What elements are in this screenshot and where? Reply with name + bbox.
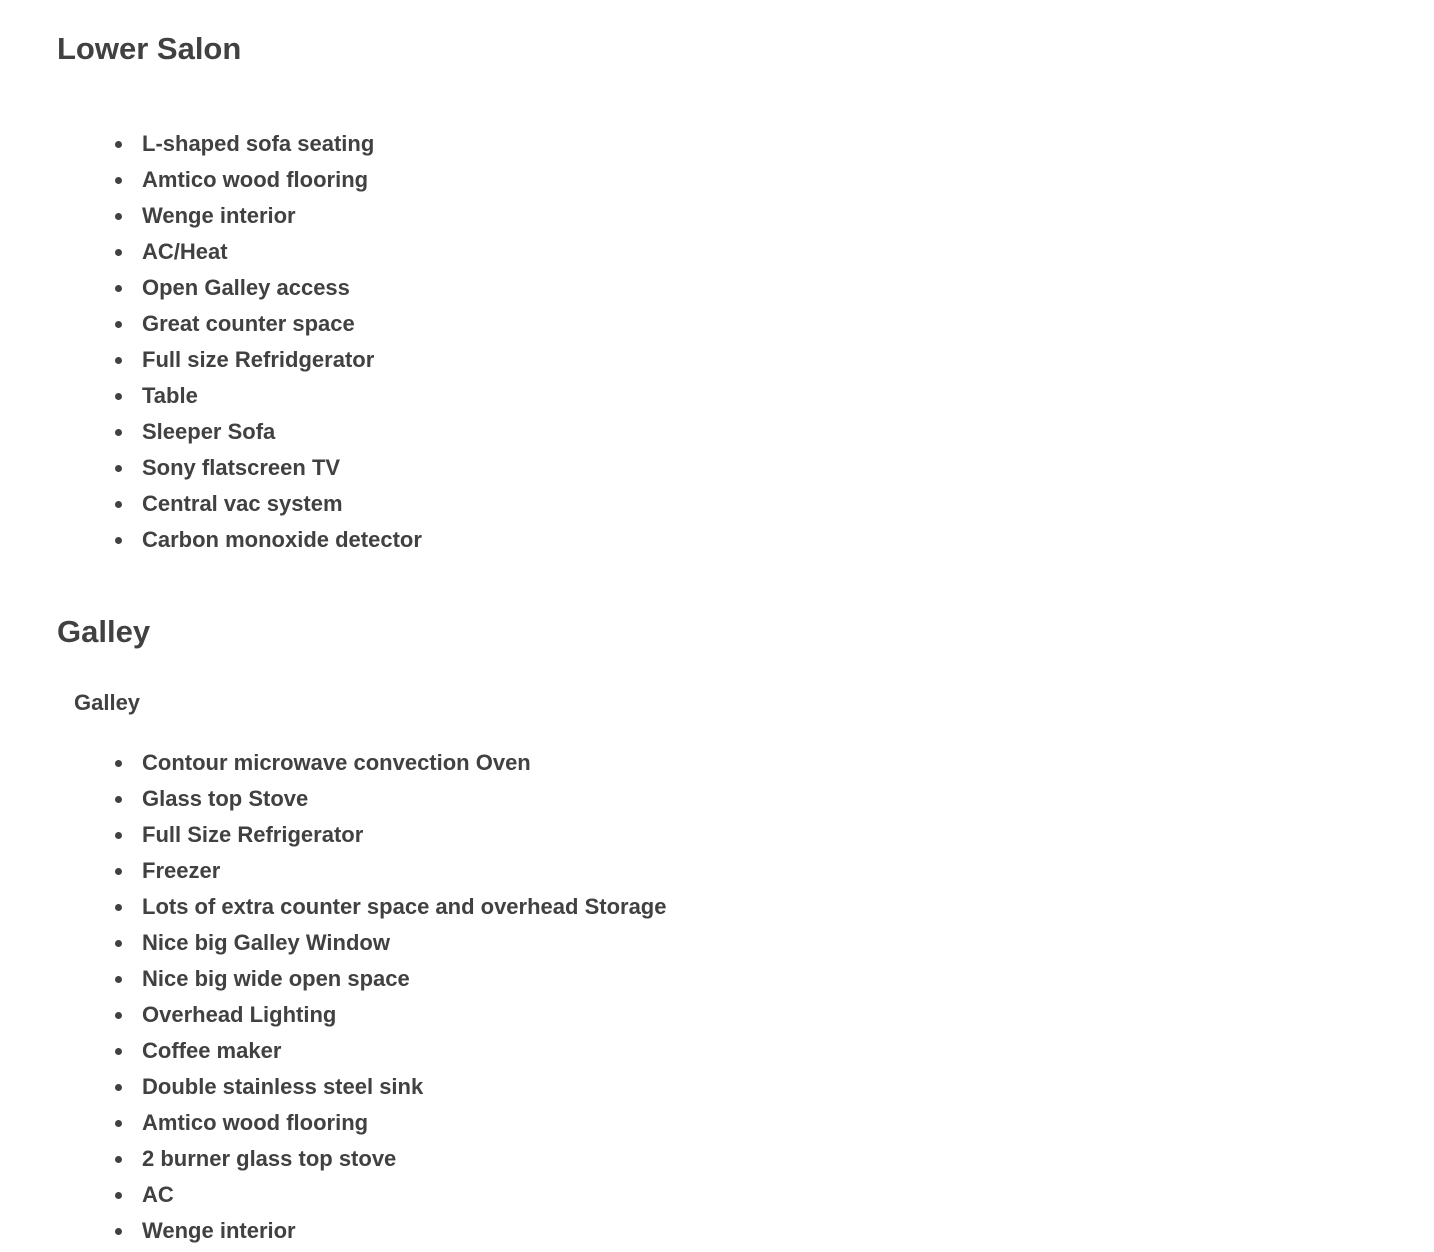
list-item-text: Glass top Stove xyxy=(142,786,309,811)
list-item-text: Amtico wood flooring xyxy=(142,1110,369,1135)
bullet-dot-icon xyxy=(115,429,122,436)
list-item-text: Full Size Refrigerator xyxy=(142,822,364,847)
list-item xyxy=(57,126,422,162)
list-item xyxy=(57,853,666,889)
list-item xyxy=(57,925,666,961)
bullet-dot-icon xyxy=(115,1156,122,1163)
list-item-text: Double stainless steel sink xyxy=(142,1074,424,1099)
bullet-dot-icon xyxy=(115,537,122,544)
list-item-text: Coffee maker xyxy=(142,1038,282,1063)
list-item xyxy=(57,450,422,486)
list-item-text: AC xyxy=(142,1182,174,1207)
bullet-dot-icon xyxy=(115,249,122,256)
bullet-dot-icon xyxy=(115,760,122,767)
bullet-dot-icon xyxy=(115,213,122,220)
bullet-dot-icon xyxy=(115,285,122,292)
list-item-text: Wenge interior xyxy=(142,203,296,228)
bullet-dot-icon xyxy=(115,1084,122,1091)
list-item-text: Carbon monoxide detector xyxy=(142,527,422,552)
list-item-text: Wenge interior xyxy=(142,1218,296,1243)
lower-salon-heading: Lower Salon xyxy=(57,31,242,66)
list-item-text: Sleeper Sofa xyxy=(142,419,276,444)
list-item-text: Contour microwave convection Oven xyxy=(142,750,531,775)
list-item-text: Great counter space xyxy=(142,311,355,336)
bullet-dot-icon xyxy=(115,1120,122,1127)
bullet-dot-icon xyxy=(115,1048,122,1055)
galley-subheading: Galley xyxy=(74,690,141,715)
list-item xyxy=(57,162,422,198)
list-item xyxy=(57,1213,666,1249)
list-item xyxy=(57,961,666,997)
list-item xyxy=(57,1177,666,1213)
bullet-dot-icon xyxy=(115,321,122,328)
list-item-text: 2 burner glass top stove xyxy=(142,1146,397,1171)
list-item xyxy=(57,198,422,234)
galley-features-list xyxy=(57,745,666,1249)
list-item-text: Sony flatscreen TV xyxy=(142,455,341,480)
list-item xyxy=(57,817,666,853)
list-item-text: Open Galley access xyxy=(142,275,350,300)
list-item-text: Nice big wide open space xyxy=(142,966,410,991)
list-item xyxy=(57,270,422,306)
list-item-text: Lots of extra counter space and overhead Storage xyxy=(142,894,667,919)
list-item xyxy=(57,486,422,522)
bullet-dot-icon xyxy=(115,1228,122,1235)
list-item xyxy=(57,522,422,558)
list-item-text: Overhead Lighting xyxy=(142,1002,337,1027)
bullet-dot-icon xyxy=(115,141,122,148)
list-item xyxy=(57,378,422,414)
list-item xyxy=(57,1069,666,1105)
list-item xyxy=(57,306,422,342)
bullet-dot-icon xyxy=(115,177,122,184)
list-item xyxy=(57,745,666,781)
bullet-dot-icon xyxy=(115,357,122,364)
list-item-text: Table xyxy=(142,383,198,408)
list-item-text: Full size Refridgerator xyxy=(142,347,375,372)
bullet-dot-icon xyxy=(115,393,122,400)
lower-salon-features-list xyxy=(57,126,422,558)
list-item-text: Nice big Galley Window xyxy=(142,930,390,955)
bullet-dot-icon xyxy=(115,976,122,983)
list-item xyxy=(57,997,666,1033)
list-item xyxy=(57,342,422,378)
list-item-text: Central vac system xyxy=(142,491,343,516)
bullet-dot-icon xyxy=(115,832,122,839)
bullet-dot-icon xyxy=(115,868,122,875)
galley-heading: Galley xyxy=(57,614,151,649)
list-item xyxy=(57,234,422,270)
bullet-dot-icon xyxy=(115,1192,122,1199)
bullet-dot-icon xyxy=(115,940,122,947)
list-item xyxy=(57,889,666,925)
list-item-text: L-shaped sofa seating xyxy=(142,131,375,156)
list-item xyxy=(57,1141,666,1177)
bullet-dot-icon xyxy=(115,501,122,508)
bullet-dot-icon xyxy=(115,796,122,803)
list-item-text: AC/Heat xyxy=(142,239,228,264)
bullet-dot-icon xyxy=(115,904,122,911)
bullet-dot-icon xyxy=(115,465,122,472)
list-item-text: Amtico wood flooring xyxy=(142,167,369,192)
list-item xyxy=(57,781,666,817)
bullet-dot-icon xyxy=(115,1012,122,1019)
list-item xyxy=(57,1033,666,1069)
list-item xyxy=(57,1105,666,1141)
list-item-text: Freezer xyxy=(142,858,221,883)
list-item xyxy=(57,414,422,450)
